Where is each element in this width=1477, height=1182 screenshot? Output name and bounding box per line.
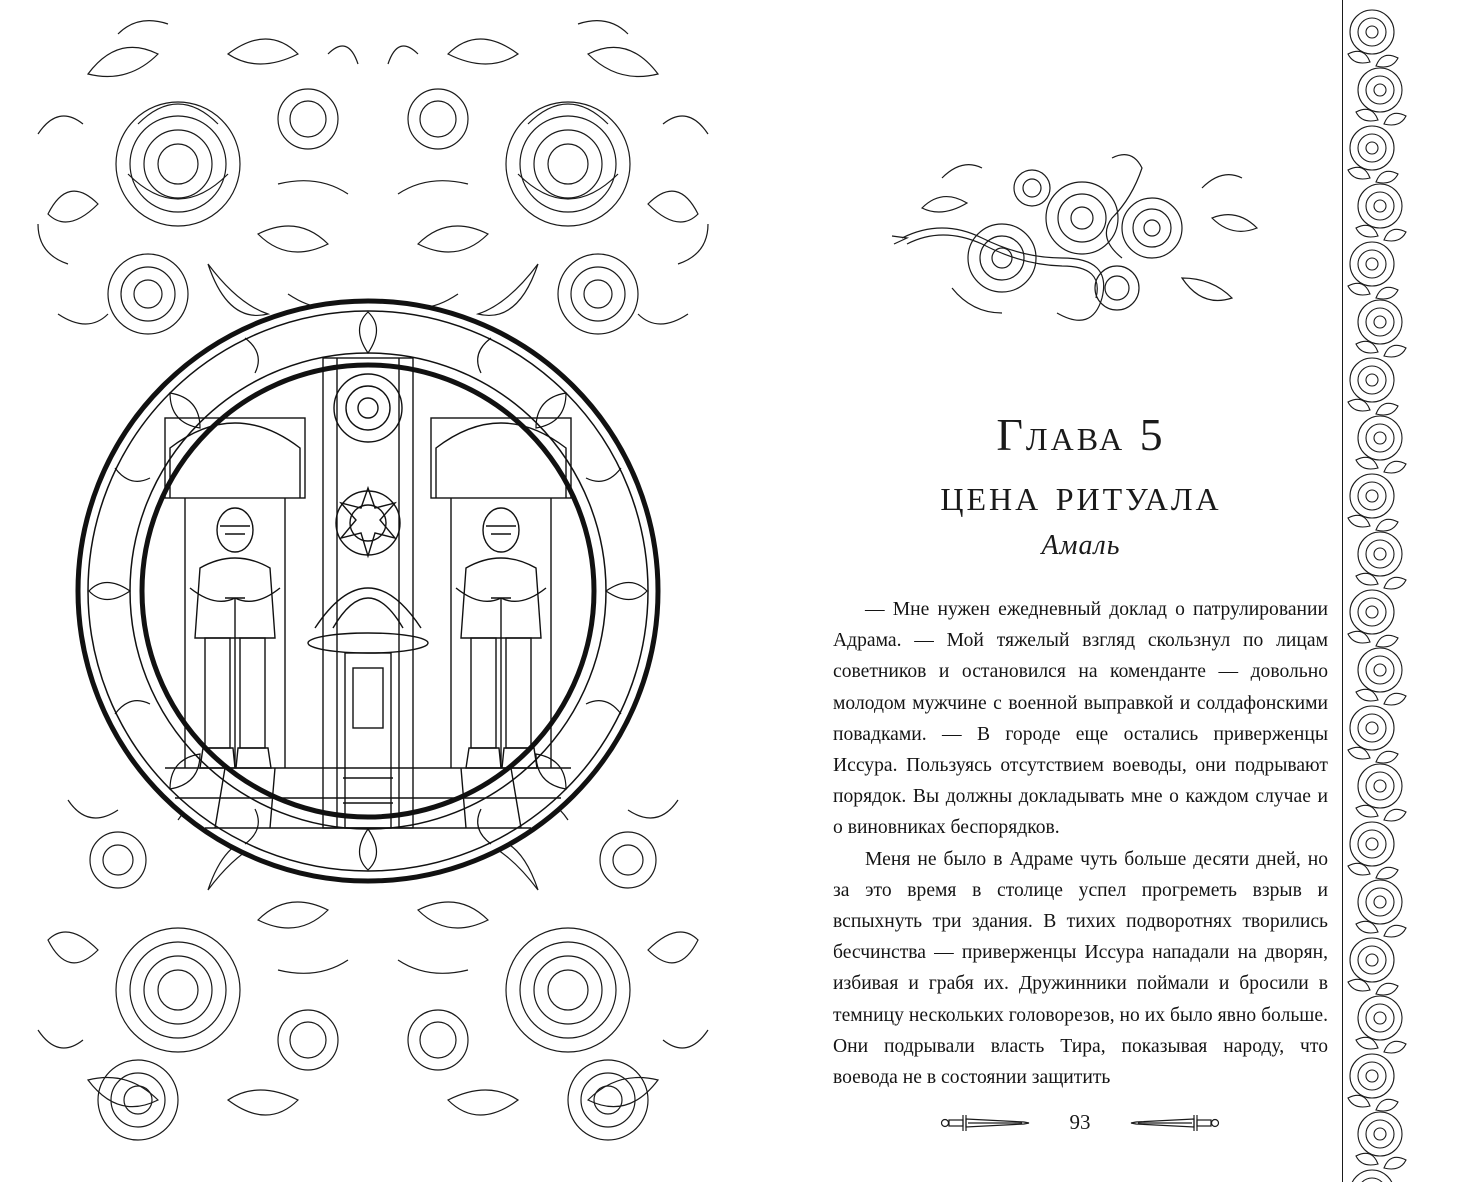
floral-corner-top-right — [378, 14, 718, 344]
floral-corner-top-left — [28, 14, 368, 344]
dagger-left-icon — [940, 1112, 1030, 1138]
page-number: 93 — [1069, 1110, 1091, 1134]
body-text — [833, 594, 1328, 1093]
chapter-subtitle: Амаль — [1041, 530, 1121, 561]
chapter-number: Глава 5 — [996, 409, 1166, 460]
page-footer — [940, 1104, 1220, 1144]
chapter-title: цена ритуала — [940, 469, 1222, 520]
dagger-right-icon — [1130, 1112, 1220, 1138]
paragraph: Меня не было в Адраме чуть больше десяти дней, но за это время в столице успел прогреметь взрыв и вспыхнуть три здания. В тихих подворотнях творились бесчинства — приверженцы Иссура нападали на дворян, избивая и грабя их. Дружинники поймали и бросили в темницу нескольких головорезов, но их было явно больше. Они подрывали власть Тира, показывая народу, что воевода не в состоянии защитить — [833, 848, 1328, 1089]
rose-snake-vignette — [882, 138, 1268, 340]
right-page — [750, 0, 1477, 1182]
paragraph: — Мне нужен ежедневный доклад о патрулировании Адрама. — Мой тяжелый взгляд скользнул по лицам советников и остановился на коменданте — довольно молодом мужчине с военной выправкой и солдафонскими повадками. — В городе еще остались приверженцы Иссура. Пользуясь отсутствием воеводы, они подрывают порядок. Вы должны докладывать мне о каждом случае и о виновниках беспорядков. — [833, 599, 1328, 839]
stained-glass-medallion — [75, 298, 661, 884]
floral-side-border — [1342, 0, 1410, 1182]
